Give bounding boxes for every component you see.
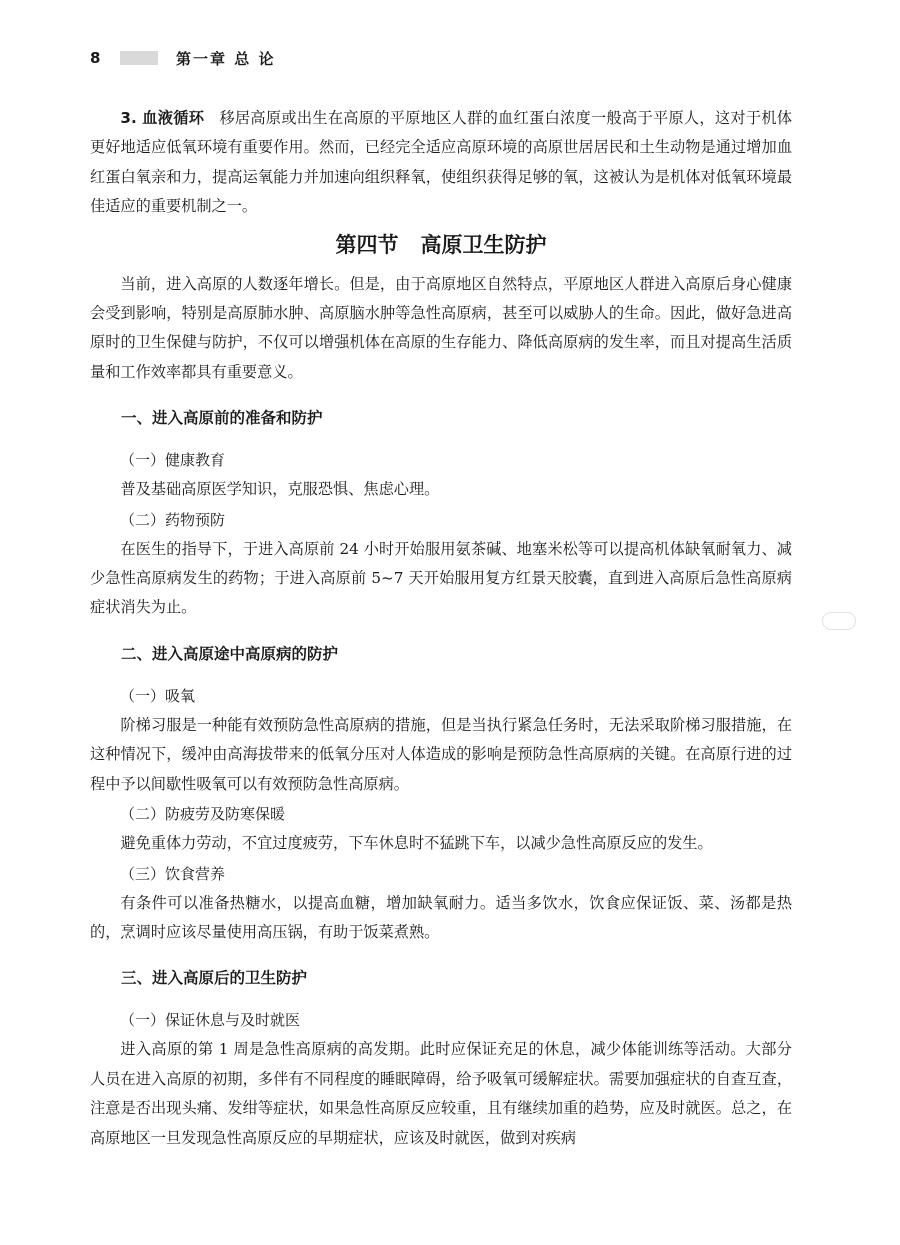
part2-heading: 二、进入高原途中高原病的防护: [121, 644, 339, 663]
chapter-title: 第一章 总 论: [176, 49, 276, 68]
watermark-stamp: [822, 612, 856, 630]
part2-sub1-heading: （一）吸氧: [120, 686, 196, 705]
section-intro: 当前，进入高原的人数逐年增长。但是，由于高原地区自然特点，平原地区人群进入高原后身心健康会受到影响，特别是高原肺水肿、高原脑水肿等急性高原病，甚至可以威胁人的生命。因此，做好急进高原时的卫生保健与防护，不仅可以增强机体在高原的生存能力、降低高原病的发生率，而且对提高生活质量和工作效率都具有重要意义。: [90, 274, 792, 381]
part1-sub2-text: 在医生的指导下，于进入高原前 24 小时开始服用氨茶碱、地塞米松等可以提高机体缺氧耐氧力、减少急性高原病发生的药物；于进入高原前 5~7 天开始服用复方红景天胶囊，直到进入高原后急性高原病症状消失为止。: [90, 539, 792, 617]
page-header: [90, 46, 275, 70]
page-body: [90, 104, 792, 1153]
part3-sub1-text: 进入高原的第 1 周是急性高原病的高发期。此时应保证充足的休息，减少体能训练等活动。大部分人员在进入高原的初期，多伴有不同程度的睡眠障碍，给予吸氧可缓解症状。需要加强症状的自查互查，注意是否出现头痛、发绀等症状，如果急性高原反应较重，且有继续加重的趋势，应及时就医。总之，在高原地区一旦发现急性高原反应的早期症状，应该及时就医，做到对疾病: [90, 1040, 792, 1147]
section-name: 高原卫生防护: [420, 232, 547, 257]
part2-sub2-text: 避免重体力劳动，不宜过度疲劳，下车休息时不猛跳下车，以减少急性高原反应的发生。: [120, 834, 713, 853]
blood-circulation-heading: 3. 血液循环: [120, 109, 205, 127]
blood-circulation-paragraph: [90, 104, 792, 222]
part2-sub2-heading: （二）防疲劳及防寒保暖: [120, 805, 286, 824]
part2-sub3-text: 有条件可以准备热糖水，以提高血糖，增加缺氧耐力。适当多饮水，饮食应保证饭、菜、汤都是热的，烹调时应该尽量使用高压锅，有助于饭菜煮熟。: [90, 893, 792, 941]
part3-heading: 三、进入高原后的卫生防护: [121, 969, 308, 988]
header-bar: [120, 51, 158, 65]
part1-sub1-text: 普及基础高原医学知识，克服恐惧、焦虑心理。: [120, 480, 440, 499]
section-number: 第四节: [335, 232, 399, 257]
page-number: 8: [90, 49, 101, 67]
section-title: [90, 228, 792, 262]
part3-sub1-heading: （一）保证休息与及时就医: [120, 1011, 301, 1030]
part1-sub1-heading: （一）健康教育: [120, 451, 226, 470]
part2-sub3-heading: （三）饮食营养: [120, 864, 226, 883]
part1-heading: 一、进入高原前的准备和防护: [121, 409, 323, 428]
blood-circulation-text: 移居高原或出生在高原的平原地区人群的血红蛋白浓度一般高于平原人，这对于机体更好地适应低氧环境有重要作用。然而，已经完全适应高原环境的高原世居居民和土生动物是通过增加血红蛋白氧亲和力，提高运氧能力并加速向组织释氧，使组织获得足够的氧，这被认为是机体对低氧环境最佳适应的重要机制之一。: [90, 109, 793, 216]
part2-sub1-text: 阶梯习服是一种能有效预防急性高原病的措施，但是当执行紧急任务时，无法采取阶梯习服措施，在这种情况下，缓冲由高海拔带来的低氧分压对人体造成的影响是预防急性高原病的关键。在高原行进的过程中予以间歇性吸氧可以有效预防急性高原病。: [90, 715, 792, 793]
part1-sub2-heading: （二）药物预防: [120, 510, 226, 529]
